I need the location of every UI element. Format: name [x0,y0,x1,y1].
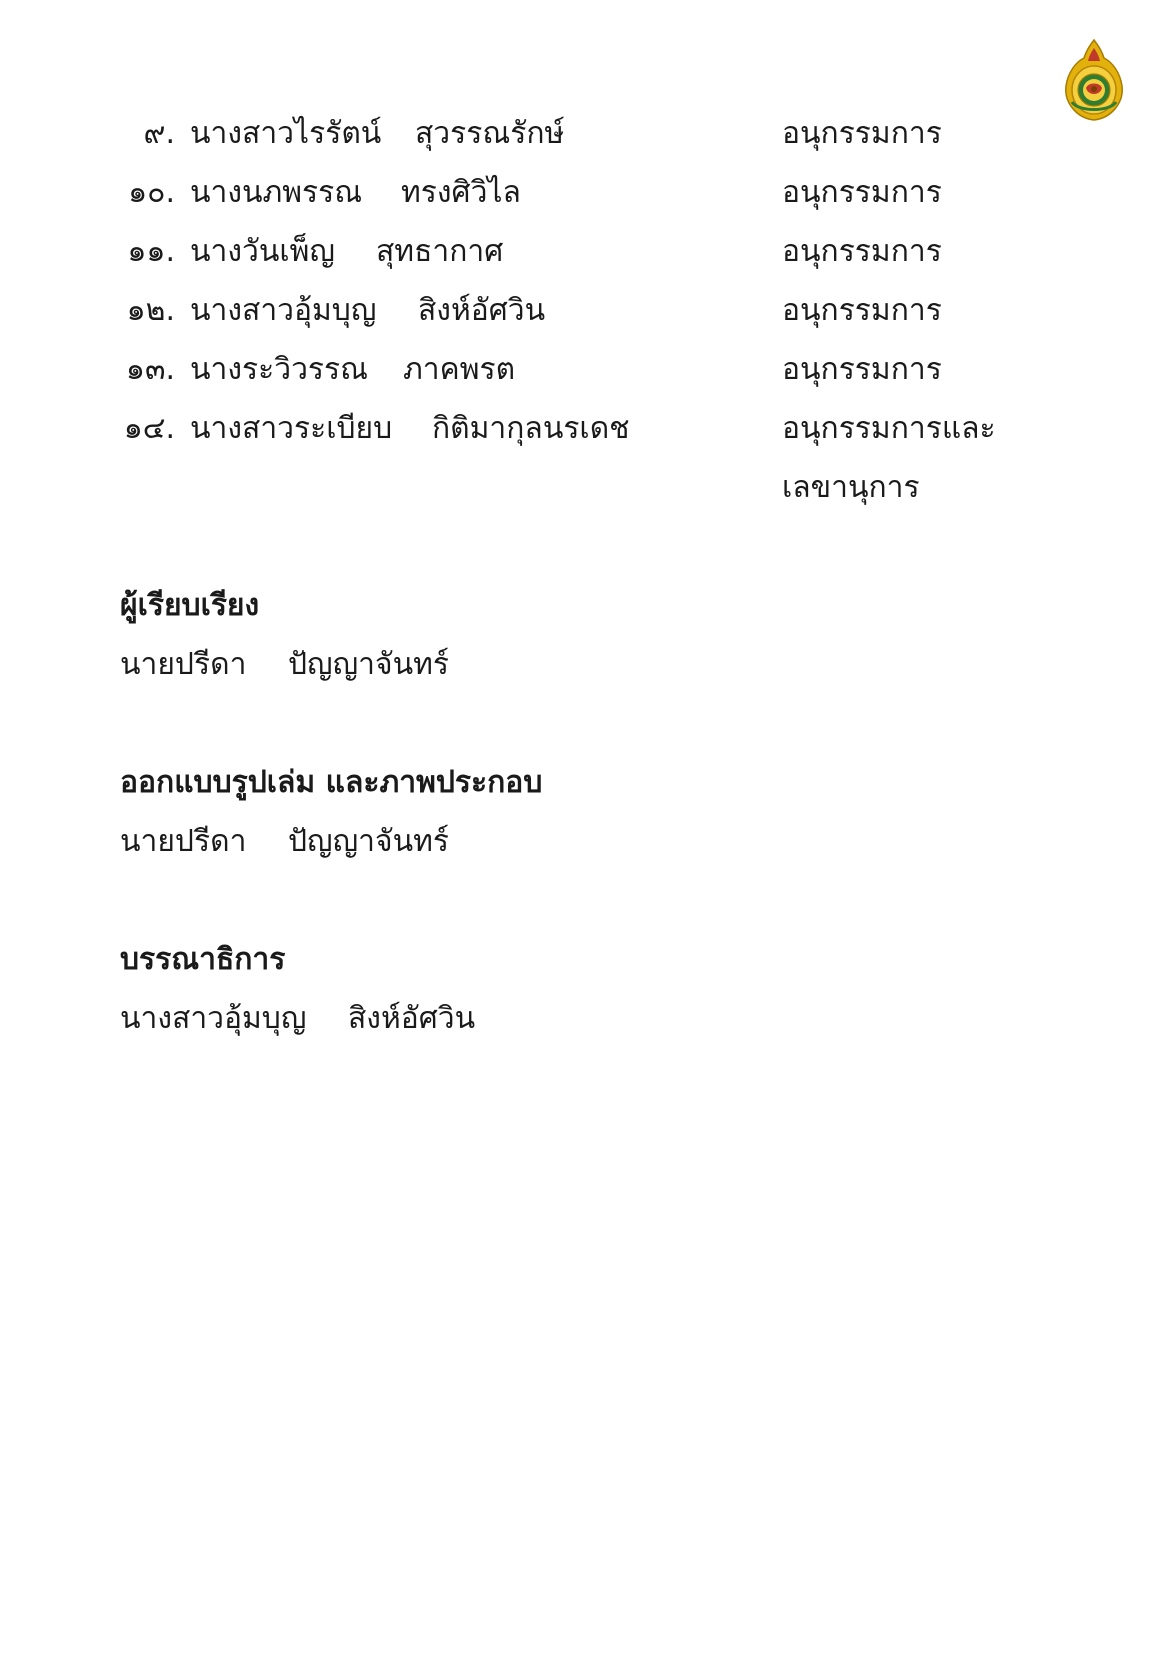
editor-person [120,989,476,1048]
editor-last-name: สิงห์อัศวิน [348,1001,476,1036]
member-role: อนุกรรมการ [782,116,942,151]
member-role: อนุกรรมการ [782,352,942,387]
member-last-name: ทรงศิวิไล [401,175,521,210]
editor-heading: บรรณาธิการ [120,942,286,977]
member-role-continuation [0,458,1164,517]
member-row [0,222,1164,281]
member-role: อนุกรรมการ [782,293,942,328]
member-row [0,399,1164,458]
member-row [0,104,1164,163]
member-number: ๑๔. [123,411,175,446]
designer-section [120,753,542,871]
member-number: ๑๑. [127,234,175,269]
member-role: อนุกรรมการ [782,234,942,269]
compiler-first-name: นายปรีดา [120,647,247,682]
designer-heading: ออกแบบรูปเล่ม และภาพประกอบ [120,765,543,800]
member-first-name: นางสาวระเบียบ [190,411,393,446]
member-role: อนุกรรมการและ [782,411,996,446]
member-number: ๑๐. [128,175,175,210]
member-first-name: นางวันเพ็ญ [190,234,335,269]
compiler-section [120,576,449,694]
member-first-name: นางระวิวรรณ [190,352,368,387]
editor-first-name: นางสาวอุ้มบุญ [120,1001,307,1036]
member-number: ๑๓. [125,352,175,387]
committee-list [0,104,1164,517]
member-row [0,340,1164,399]
member-number: ๙. [143,116,175,151]
member-last-name: สิงห์อัศวิน [418,293,546,328]
compiler-person [120,635,449,694]
member-first-name: นางสาวไรรัตน์ [190,116,382,151]
member-last-name: สุวรรณรักษ์ [415,116,565,151]
member-first-name: นางนภพรรณ [190,175,363,210]
member-role-continuation-text: เลขานุการ [782,470,920,505]
editor-section [120,930,476,1048]
designer-first-name: นายปรีดา [120,824,247,859]
member-last-name: ภาคพรต [403,352,516,387]
compiler-heading: ผู้เรียบเรียง [120,588,260,623]
member-last-name: สุทธากาศ [376,234,504,269]
designer-person [120,812,542,871]
member-number: ๑๒. [126,293,175,328]
compiler-last-name: ปัญญาจันทร์ [288,647,449,682]
member-last-name: กิติมากุลนรเดช [432,411,630,446]
designer-last-name: ปัญญาจันทร์ [288,824,449,859]
member-row [0,163,1164,222]
member-role: อนุกรรมการ [782,175,942,210]
member-first-name: นางสาวอุ้มบุญ [190,293,377,328]
member-row [0,281,1164,340]
